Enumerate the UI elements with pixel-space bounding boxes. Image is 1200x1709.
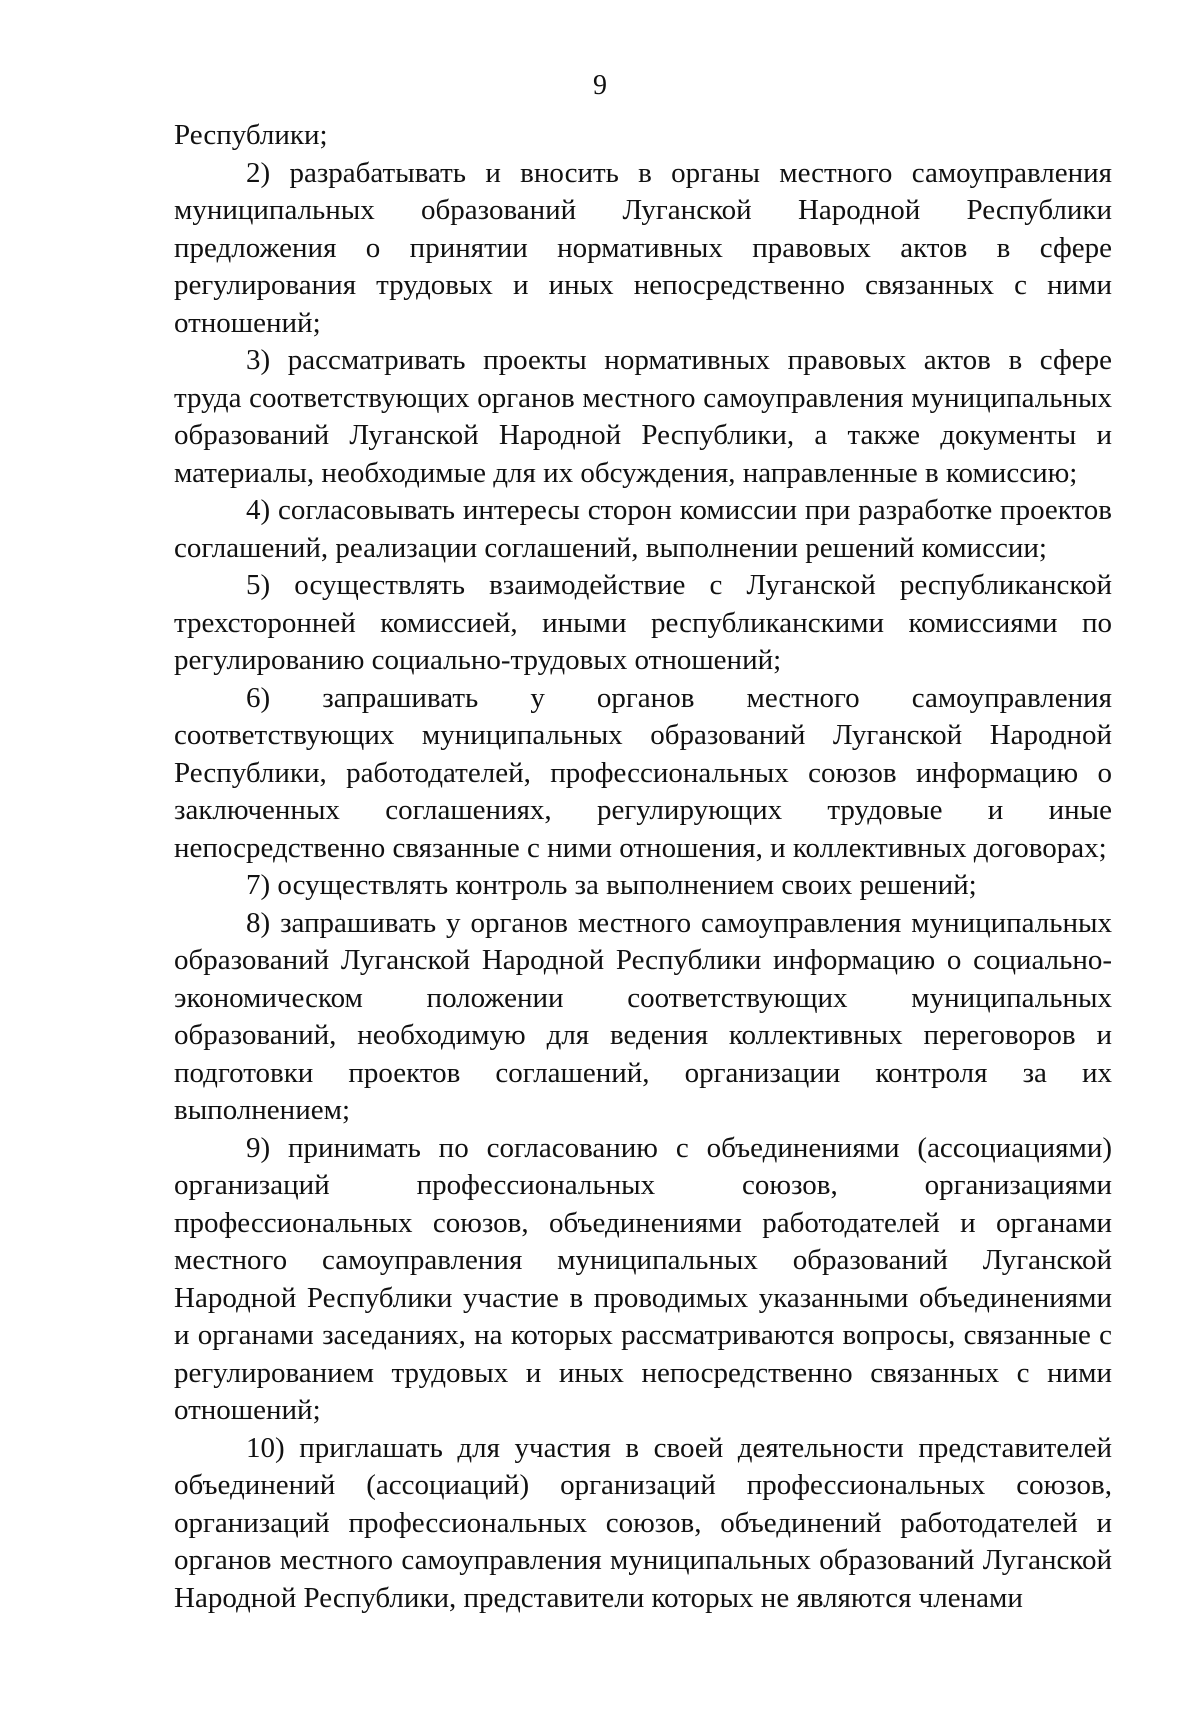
paragraph-item-10: 10) приглашать для участия в своей деятельности представителей объединений (ассоциаций) организаций профессиональных союзов, организаций профессиональных союзов, объединений работодателей и органов местного самоуправления муниципальных образований Луганской Народной Республики, представители которых не являются членами bbox=[174, 1431, 1112, 1614]
paragraph-item-5: 5) осуществлять взаимодействие с Луганской республиканской трехсторонней комиссией, иными республиканскими комиссиями по регулированию социально-трудовых отношений; bbox=[174, 569, 1112, 676]
paragraph-item-9: 9) принимать по согласованию с объединениями (ассоциациями) организаций профессиональных союзов, организациями профессиональных союзов, объединениями работодателей и органами местного самоуправления муниципальных образований Луганской Народной Республики участие в проводимых указанными объединениями и органами заседаниях, на которых рассматриваются вопросы, связанные с регулированием трудовых и иных непосредственно связанных с ними отношений; bbox=[174, 1131, 1112, 1426]
document-body bbox=[174, 117, 1112, 1617]
paragraph-item-8: 8) запрашивать у органов местного самоуправления муниципальных образований Луганской Народной Республики информацию о социально-экономическом положении соответствующих муниципальных образований, необходимую для ведения коллективных переговоров и подготовки проектов соглашений, организации контроля за их выполнением; bbox=[174, 906, 1112, 1126]
paragraph-item-2: 2) разрабатывать и вносить в органы местного самоуправления муниципальных образований Луганской Народной Республики предложения о принятии нормативных правовых актов в сфере регулирования трудовых и иных непосредственно связанных с ними отношений; bbox=[174, 156, 1112, 339]
paragraph-item-4: 4) согласовывать интересы сторон комиссии при разработке проектов соглашений, реализации соглашений, выполнении решений комиссии; bbox=[174, 494, 1112, 564]
paragraph-item-7: 7) осуществлять контроль за выполнением своих решений; bbox=[246, 869, 977, 901]
paragraph-item-3: 3) рассматривать проекты нормативных правовых актов в сфере труда соответствующих органов местного самоуправления муниципальных образований Луганской Народной Республики, а также документы и материалы, необходимые для их обсуждения, направленные в комиссию; bbox=[174, 344, 1112, 489]
paragraph-item-6: 6) запрашивать у органов местного самоуправления соответствующих муниципальных образований Луганской Народной Республики, работодателей, профессиональных союзов информацию о заключенных соглашениях, регулирующих трудовые и иные непосредственно связанные с ними отношения, и коллективных договорах; bbox=[174, 681, 1112, 864]
page-number: 9 bbox=[593, 70, 607, 101]
paragraph-continuation: Республики; bbox=[174, 119, 328, 151]
